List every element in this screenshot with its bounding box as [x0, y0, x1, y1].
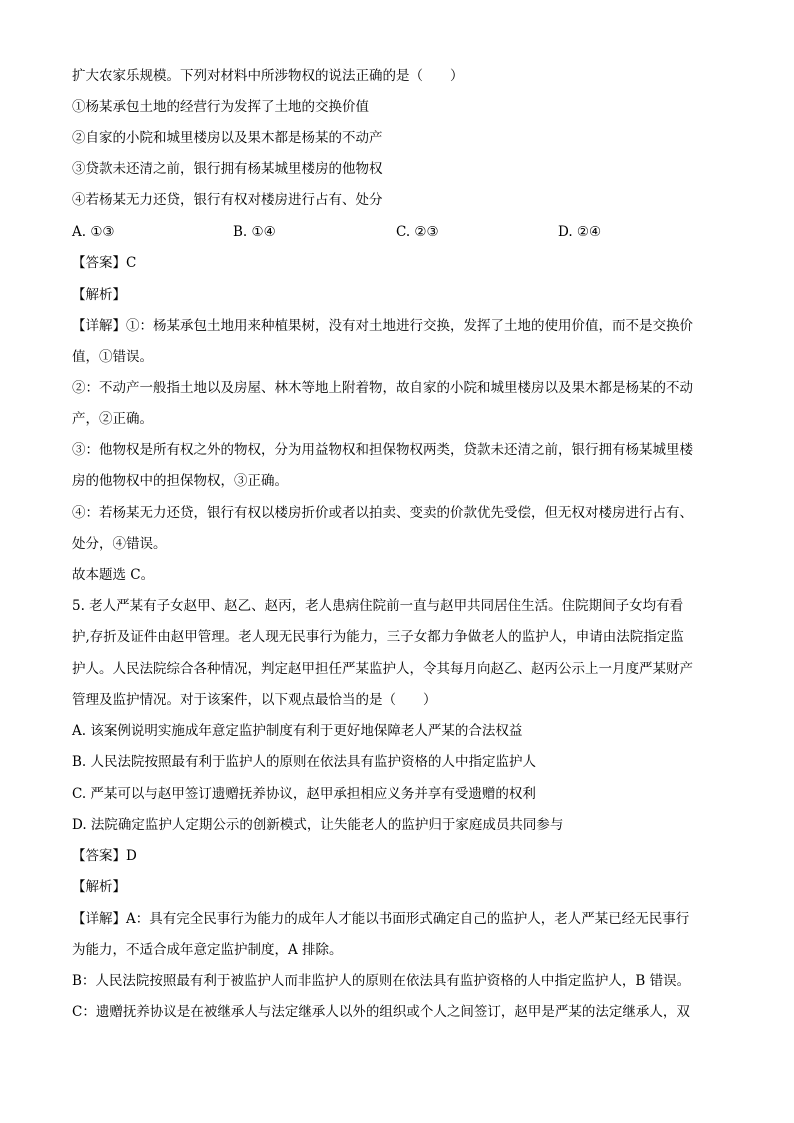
q5-stem-line-1: 5. 老人严某有子女赵甲、赵乙、赵丙，老人患病住院前一直与赵甲共同居住生活。住院期间子女均有看: [72, 598, 684, 614]
q4-detail-line-8: 处分，④错误。: [72, 536, 167, 552]
q4-statement-4: ④若杨某无力还贷，银行有权对楼房进行占有、处分: [72, 192, 383, 208]
q4-analysis-label: 【解析】: [72, 287, 126, 303]
q4-statement-2: ②自家的小院和城里楼房以及果木都是杨某的不动产: [72, 130, 383, 146]
q5-answer: 【答案】D: [72, 848, 137, 864]
q5-detail-line-2: 为能力，不适合成年意定监护制度，A 排除。: [72, 942, 343, 958]
q4-conclusion: 故本题选 C。: [72, 567, 155, 583]
q4-stem-tail: 扩大农家乐规模。下列对材料中所涉物权的说法正确的是（ ）: [72, 68, 464, 84]
q5-option-d: D. 法院确定监护人定期公示的创新模式，让失能老人的监护归于家庭成员共同参与: [72, 817, 564, 833]
q4-option-a: A. ①③: [72, 224, 115, 240]
q5-stem-line-2: 护,存折及证件由赵甲管理。老人现无民事行为能力，三子女都力争做老人的监护人，申请由法院指定监: [72, 629, 684, 645]
q5-option-c: C. 严某可以与赵甲签订遗赠抚养协议，赵甲承担相应义务并享有受遗赠的权利: [72, 786, 536, 802]
q5-analysis-label: 【解析】: [72, 879, 126, 895]
q4-option-c: C. ②③: [396, 224, 439, 240]
q4-detail-line-2: 值，①错误。: [72, 349, 153, 365]
q5-stem-line-3: 护人。人民法院综合各种情况，判定赵甲担任严某监护人，令其每月向赵乙、赵丙公示上一月度严某财产: [72, 661, 693, 677]
q5-detail-line-3: B：人民法院按照最有利于被监护人而非监护人的原则在依法具有监护资格的人中指定监护人，B 错误。: [72, 973, 691, 989]
q4-detail-line-4: 产，②正确。: [72, 411, 153, 427]
q5-detail-line-4: C：遗赠抚养协议是在被继承人与法定继承人以外的组织或个人之间签订，赵甲是严某的法定继承人，双: [72, 1004, 690, 1020]
q4-option-b: B. ①④: [233, 224, 276, 240]
q5-option-b: B. 人民法院按照最有利于监护人的原则在依法具有监护资格的人中指定监护人: [72, 754, 537, 770]
q4-option-d: D. ②④: [558, 224, 602, 240]
q4-statement-1: ①杨某承包土地的经营行为发挥了土地的交换价值: [72, 99, 369, 115]
q4-answer: 【答案】C: [72, 255, 137, 271]
q5-option-a: A. 该案例说明实施成年意定监护制度有利于更好地保障老人严某的合法权益: [72, 723, 523, 739]
q4-detail-line-6: 房的他物权中的担保物权，③正确。: [72, 473, 288, 489]
q4-statement-3: ③贷款未还清之前，银行拥有杨某城里楼房的他物权: [72, 161, 383, 177]
q5-stem-line-4: 管理及监护情况。对于该案件，以下观点最恰当的是（ ）: [72, 692, 437, 708]
q4-detail-line-7: ④：若杨某无力还贷，银行有权以楼房折价或者以拍卖、变卖的价款优先受偿，但无权对楼房进行占有、: [72, 505, 693, 521]
q4-detail-line-1: 【详解】①：杨某承包土地用来种植果树，没有对土地进行交换，发挥了土地的使用价值，而不是交换价: [72, 318, 693, 334]
q5-detail-line-1: 【详解】A：具有完全民事行为能力的成年人才能以书面形式确定自己的监护人，老人严某已经无民事行: [72, 911, 690, 927]
q4-detail-line-5: ③：他物权是所有权之外的物权，分为用益物权和担保物权两类，贷款未还清之前，银行拥有杨某城里楼: [72, 442, 693, 458]
q4-detail-line-3: ②：不动产一般指土地以及房屋、林木等地上附着物，故自家的小院和城里楼房以及果木都是杨某的不动: [72, 380, 693, 396]
